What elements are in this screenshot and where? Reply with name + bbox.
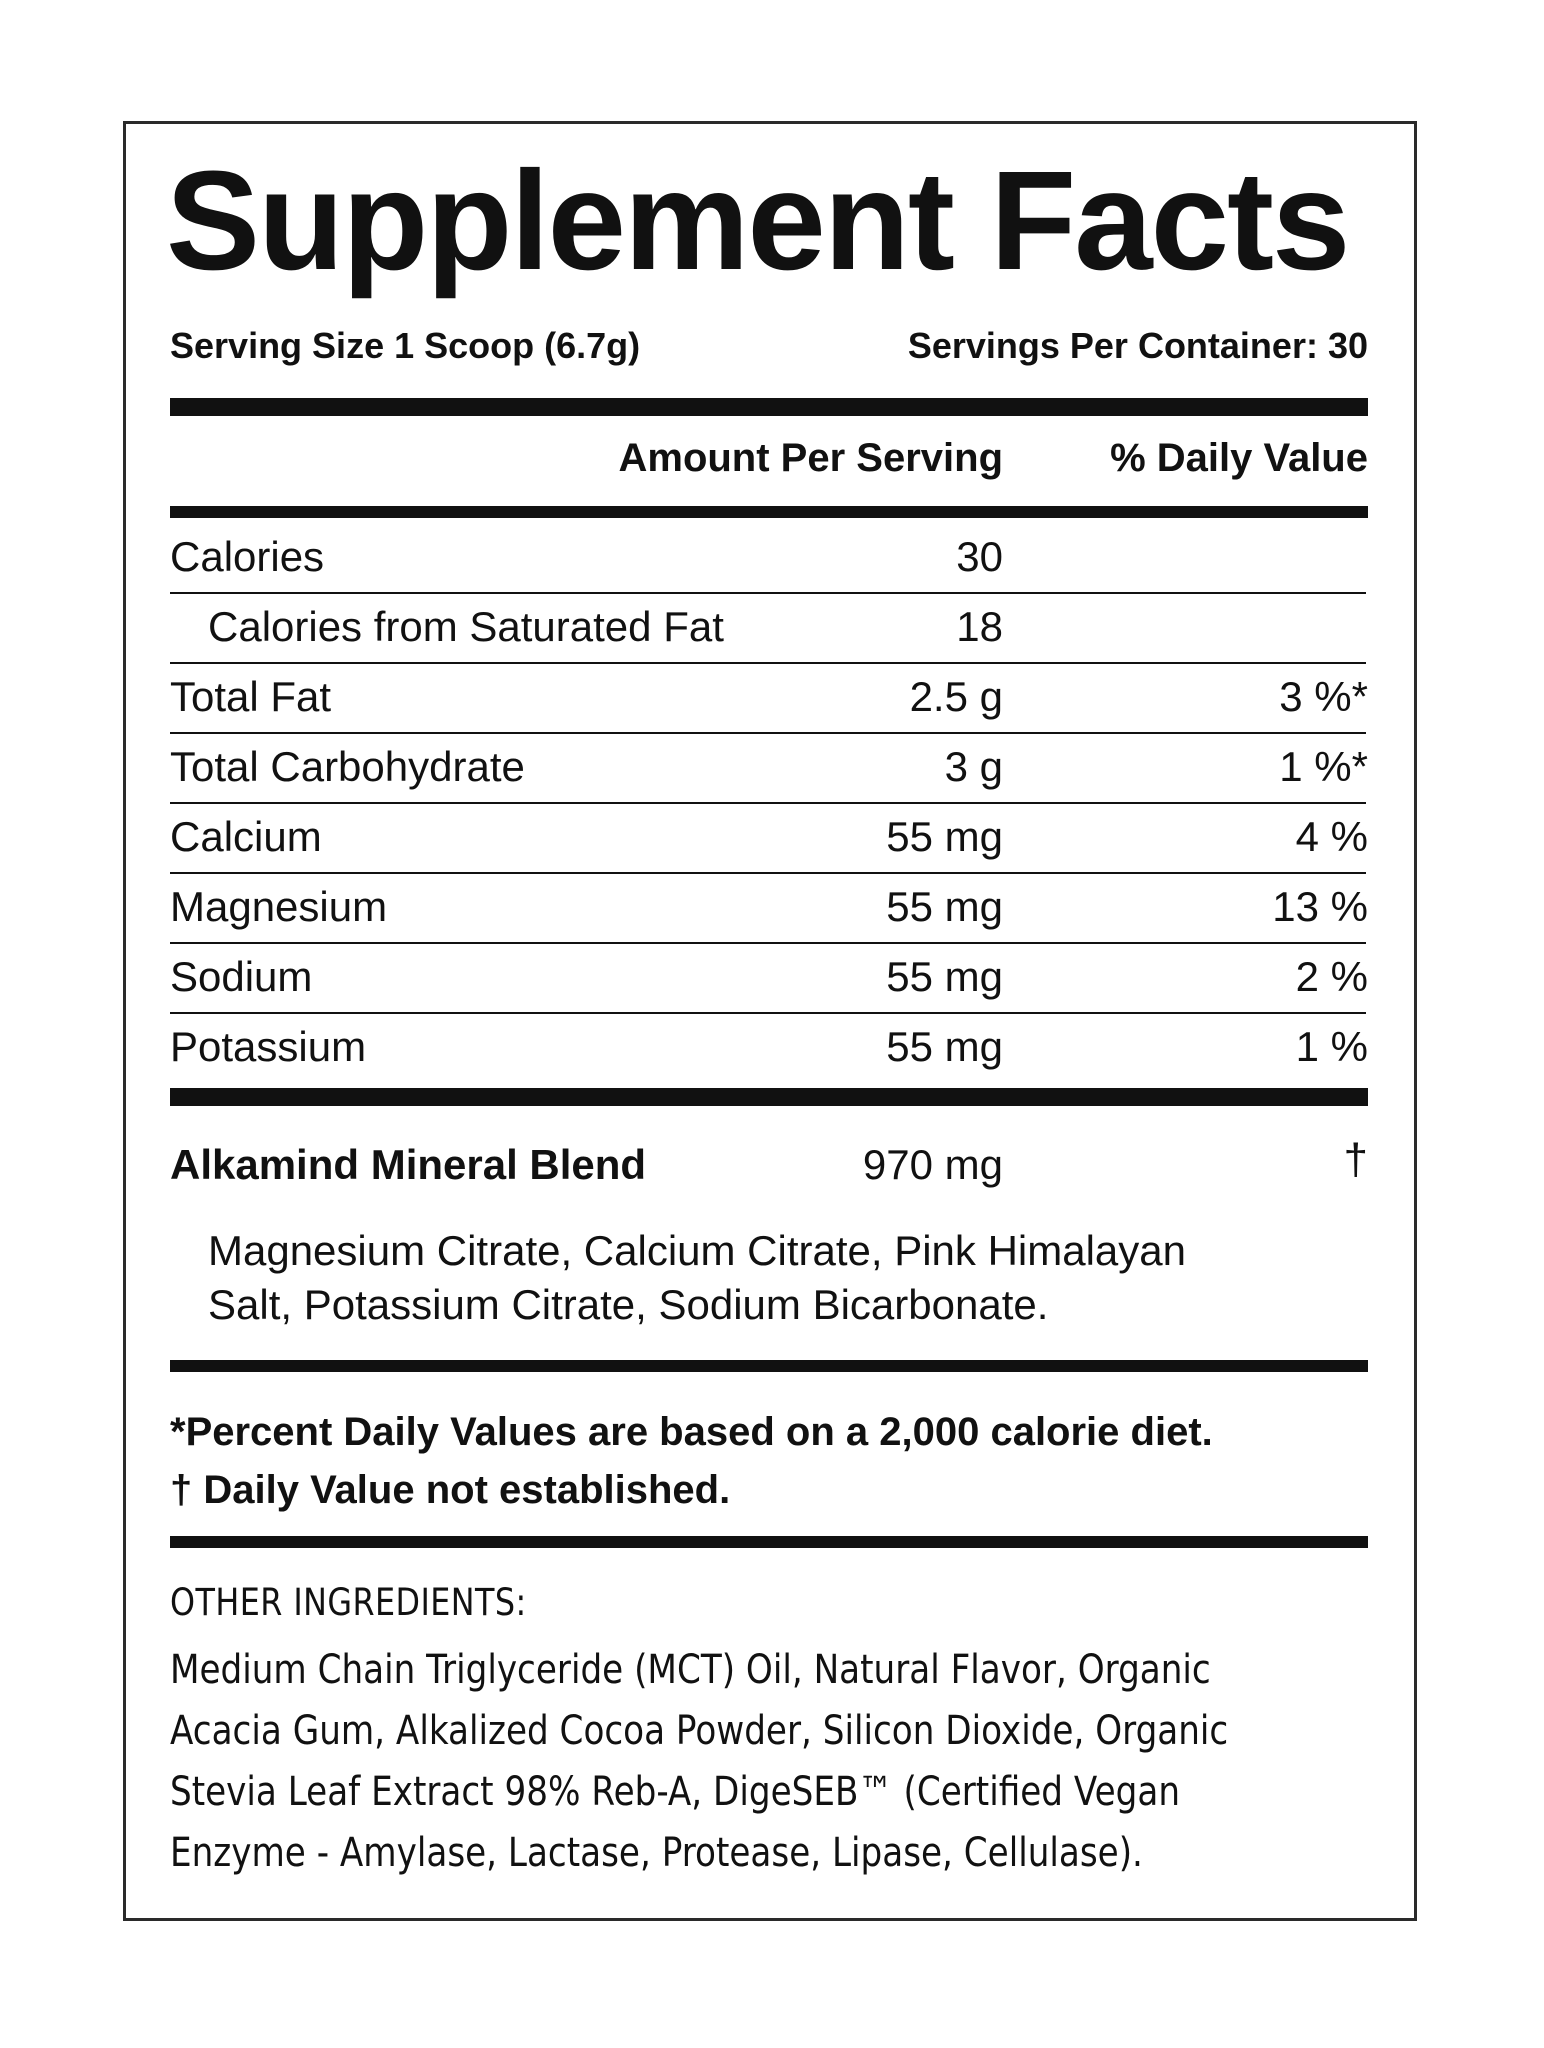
other-ingredients-heading: OTHER INGREDIENTS: [170,1581,527,1624]
nutrient-name: Calcium [170,813,322,860]
nutrient-daily-value: 1 %* [1279,743,1368,790]
row-divider [170,592,1366,594]
nutrient-name: Calories from Saturated Fat [208,603,724,650]
nutrient-amount: 55 mg [886,953,1003,1000]
row-divider [170,662,1366,664]
row-divider [170,1012,1366,1014]
row-divider [170,802,1366,804]
blend-ingredients-line: Salt, Potassium Citrate, Sodium Bicarbonate. [208,1281,1049,1328]
nutrient-amount: 30 [956,533,1003,580]
blend-daily-value: † [1343,1135,1368,1184]
divider-bar-header [170,506,1368,518]
nutrient-daily-value: 13 % [1272,883,1368,930]
footnote-dv-not-established: † Daily Value not established. [170,1468,731,1512]
nutrient-daily-value: 1 % [1295,1023,1368,1070]
serving-info [170,325,1368,366]
other-ingredients-list [170,1640,1324,1884]
nutrient-amount: 55 mg [886,813,1003,860]
divider-bar-footnotes [170,1360,1368,1372]
nutrient-name: Total Carbohydrate [170,743,525,790]
nutrient-name: Total Fat [170,673,332,720]
blend-ingredients [208,1224,1308,1332]
amount-per-serving-header: Amount Per Serving [618,436,1003,480]
blend-amount: 970 mg [862,1141,1003,1188]
other-ingredients-line: Acacia Gum, Alkalized Cocoa Powder, Silicon Dioxide, Organic [170,1708,1229,1754]
nutrient-amount: 18 [956,603,1003,650]
servings-per-container: Servings Per Container: 30 [907,325,1368,366]
nutrient-daily-value: 4 % [1295,813,1368,860]
nutrient-daily-value: 3 %* [1279,673,1368,720]
blend-ingredients-line: Magnesium Citrate, Calcium Citrate, Pink Himalayan [208,1227,1186,1274]
footnote-percent-dv: *Percent Daily Values are based on a 2,000 calorie diet. [170,1410,1213,1454]
nutrient-amount: 55 mg [886,1023,1003,1070]
nutrient-name: Sodium [170,953,313,1000]
other-ingredients-line: Medium Chain Triglyceride (MCT) Oil, Natural Flavor, Organic [170,1647,1211,1693]
nutrient-name: Magnesium [170,883,388,930]
row-divider [170,732,1366,734]
row-divider [170,942,1366,944]
nutrient-amount: 3 g [944,743,1003,790]
nutrient-amount: 55 mg [886,883,1003,930]
nutrient-daily-value: 2 % [1295,953,1368,1000]
blend-name: Alkamind Mineral Blend [170,1141,647,1188]
panel-title: Supplement Facts [166,141,1349,299]
other-ingredients-line: Enzyme - Amylase, Lactase, Protease, Lipase, Cellulase). [170,1830,1143,1876]
nutrient-amount: 2.5 g [909,673,1003,720]
other-ingredients-line: Stevia Leaf Extract 98% Reb-A, DigeSEB™ (Certified Vegan [170,1769,1181,1815]
divider-bar-top [170,398,1368,416]
nutrient-name: Calories [170,533,325,580]
serving-size: Serving Size 1 Scoop (6.7g) [170,325,641,366]
row-divider [170,872,1366,874]
nutrient-name: Potassium [170,1023,367,1070]
divider-bar-blend [170,1088,1368,1106]
divider-bar-other [170,1536,1368,1548]
daily-value-header: % Daily Value [1110,436,1368,480]
